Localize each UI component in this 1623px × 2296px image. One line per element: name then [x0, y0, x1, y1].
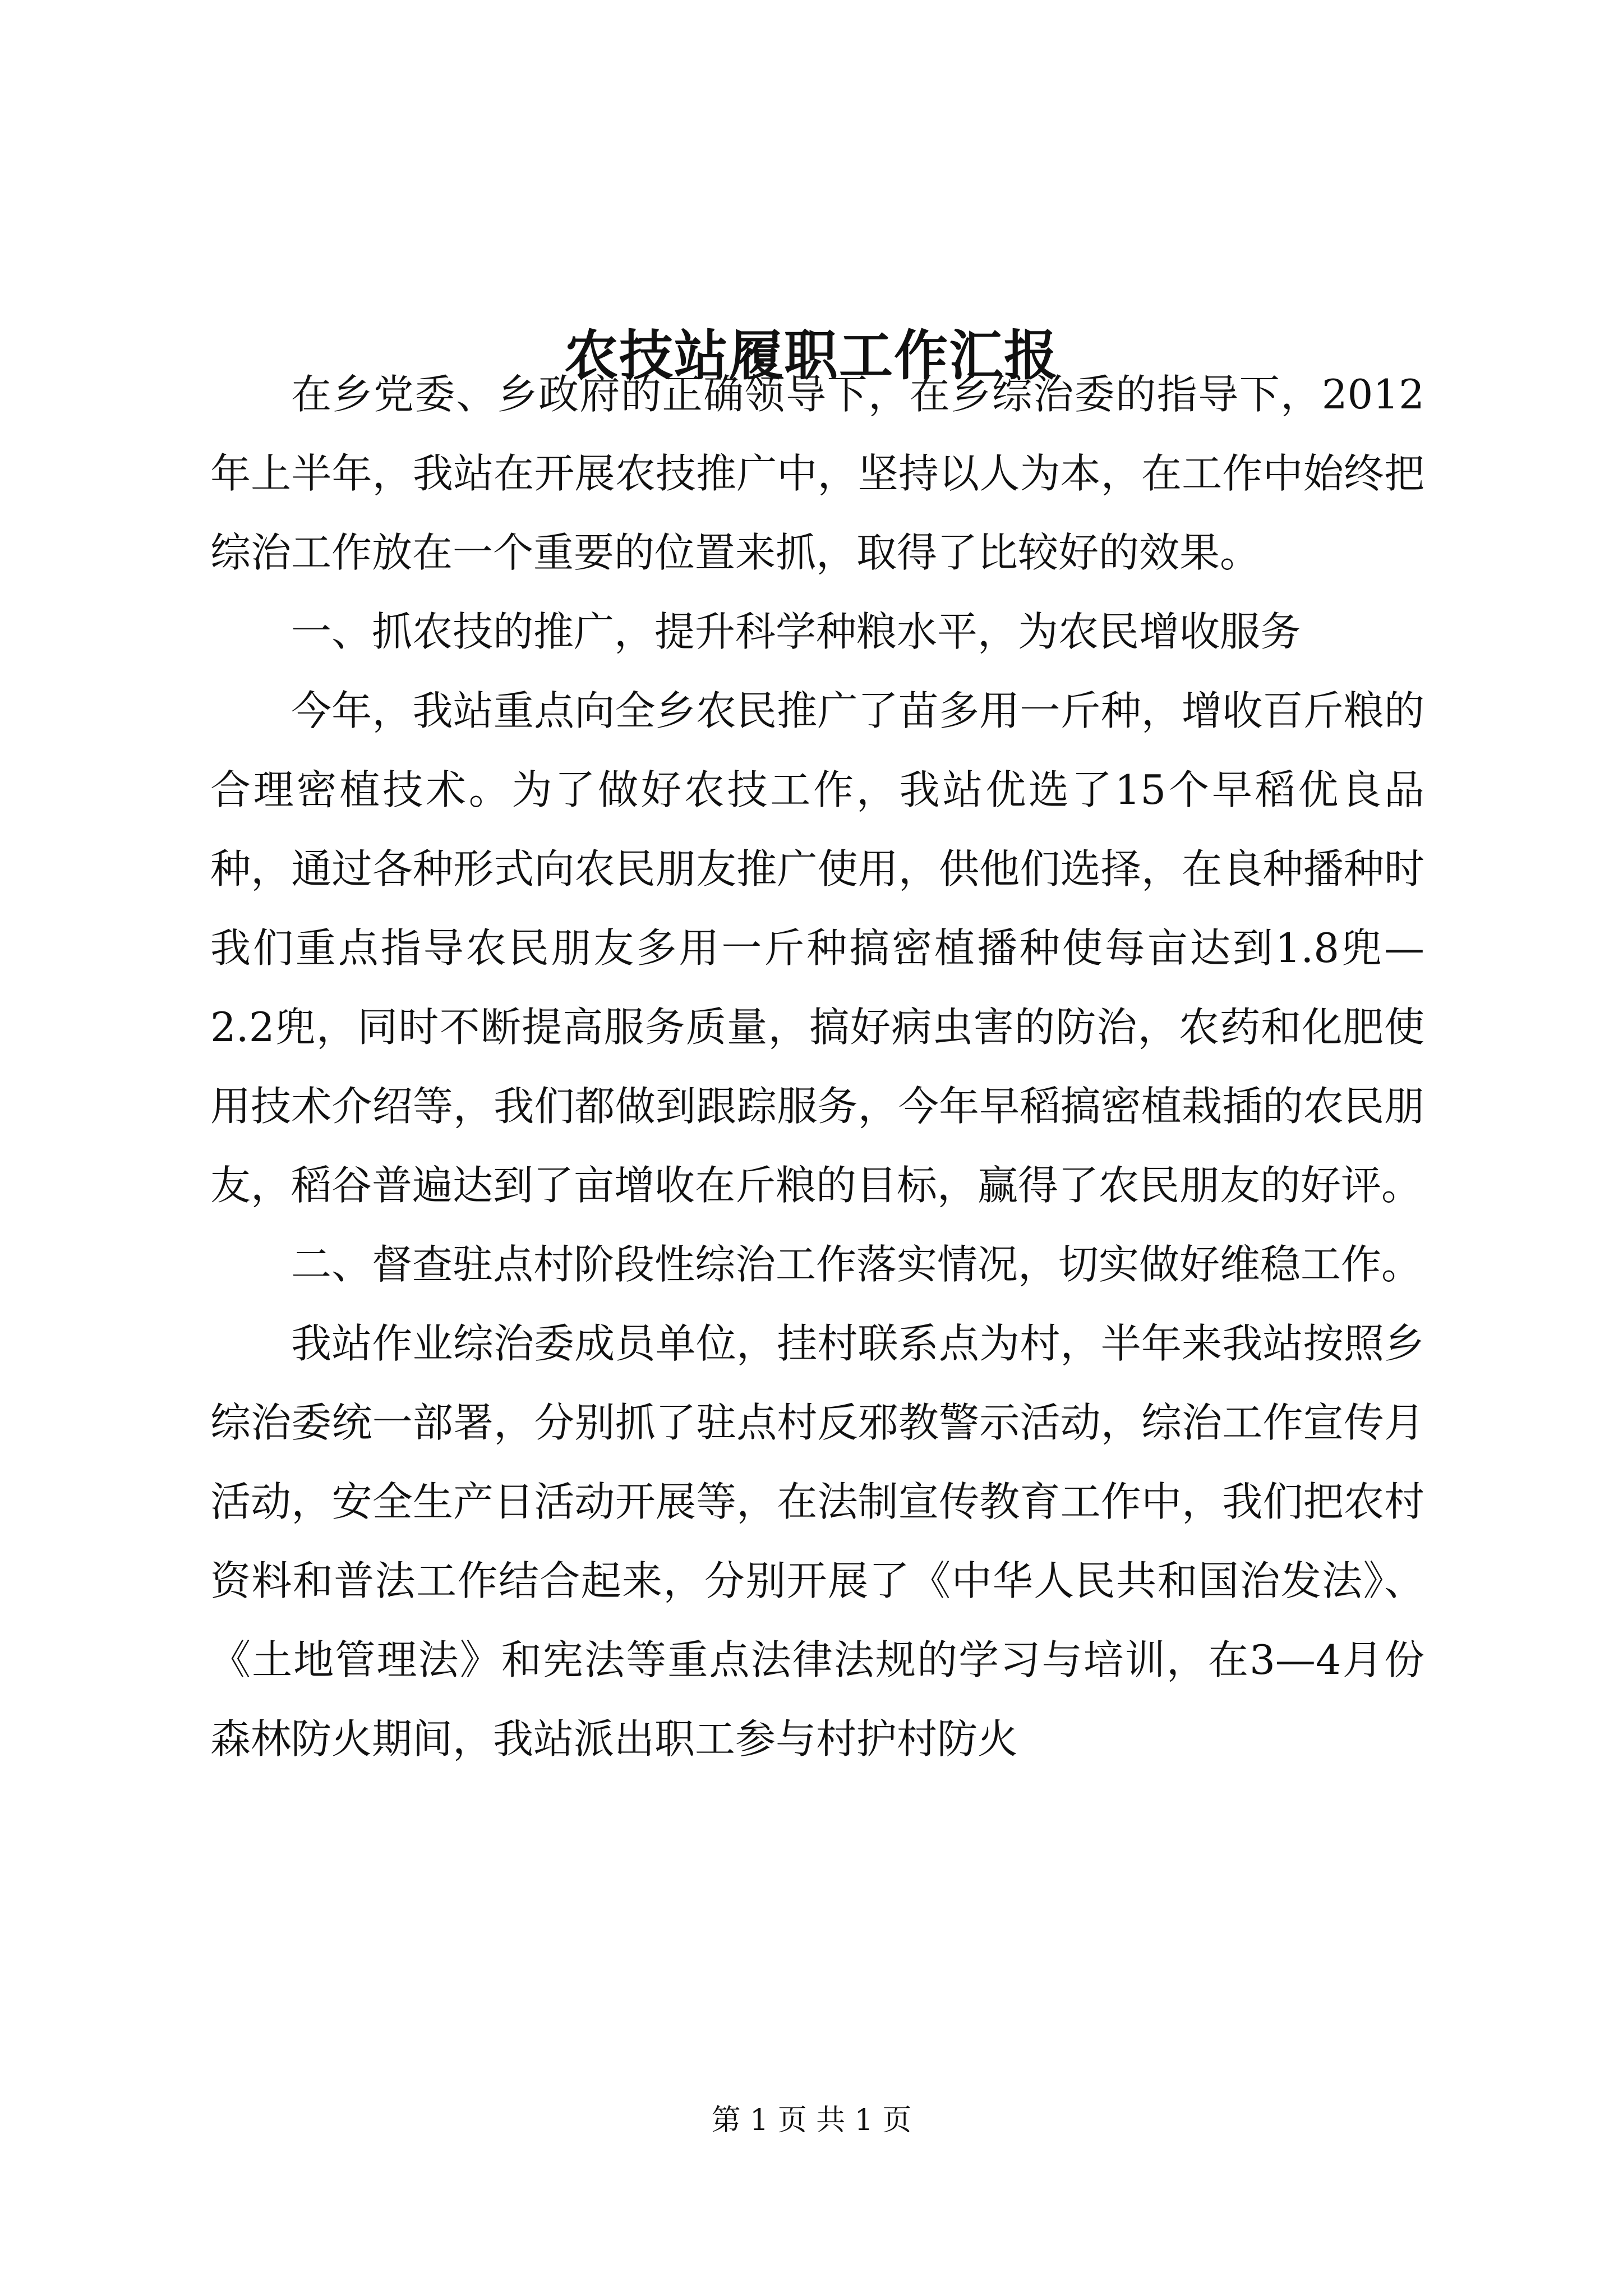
section-heading-2: 二、督查驻点村阶段性综治工作落实情况，切实做好维稳工作。: [291, 1241, 1422, 1288]
document-body: [210, 355, 1424, 1779]
section-heading-1: 一、抓农技的推广，提升科学种粮水平，为农民增收服务: [291, 608, 1301, 655]
document-title: 农技站履职工作汇报: [564, 324, 1059, 388]
page-footer: 第 1 页 共 1 页: [711, 2104, 912, 2137]
paragraph-section-1: 今年，我站重点向全乡农民推广了苗多用一斤种，增收百斤粮的合理密植技术。为了做好农技工作，我站优选了15个早稻优良品种，通过各种形式向农民朋友推广使用，供他们选择，在良种播种时我们重点指导农民朋友多用一斤种搞密植播种使每亩达到1.8兜—2.2兜，同时不断提高服务质量，搞好病虫害的防治，农药和化肥使用技术介绍等，我们都做到跟踪服务，今年早稻搞密植栽插的农民朋友，稻谷普遍达到了亩增收在斤粮的目标，赢得了农民朋友的好评。: [210, 687, 1424, 1209]
paragraph-section-2: 我站作业综治委成员单位，挂村联系点为村，半年来我站按照乡综治委统一部署，分别抓了驻点村反邪教警示活动，综治工作宣传月活动，安全生产日活动开展等，在法制宣传教育工作中，我们把农村资料和普法工作结合起来，分别开展了《中华人民共和国治发法》、《土地管理法》和宪法等重点法律法规的学习与培训，在3—4月份森林防火期间，我站派出职工参与村护村防火: [210, 1320, 1424, 1763]
paragraph-intro: 在乡党委、乡政府的正确领导下，在乡综治委的指导下，2012年上半年，我站在开展农技推广中，坚持以人为本，在工作中始终把综治工作放在一个重要的位置来抓，取得了比较好的效果。: [210, 371, 1424, 576]
